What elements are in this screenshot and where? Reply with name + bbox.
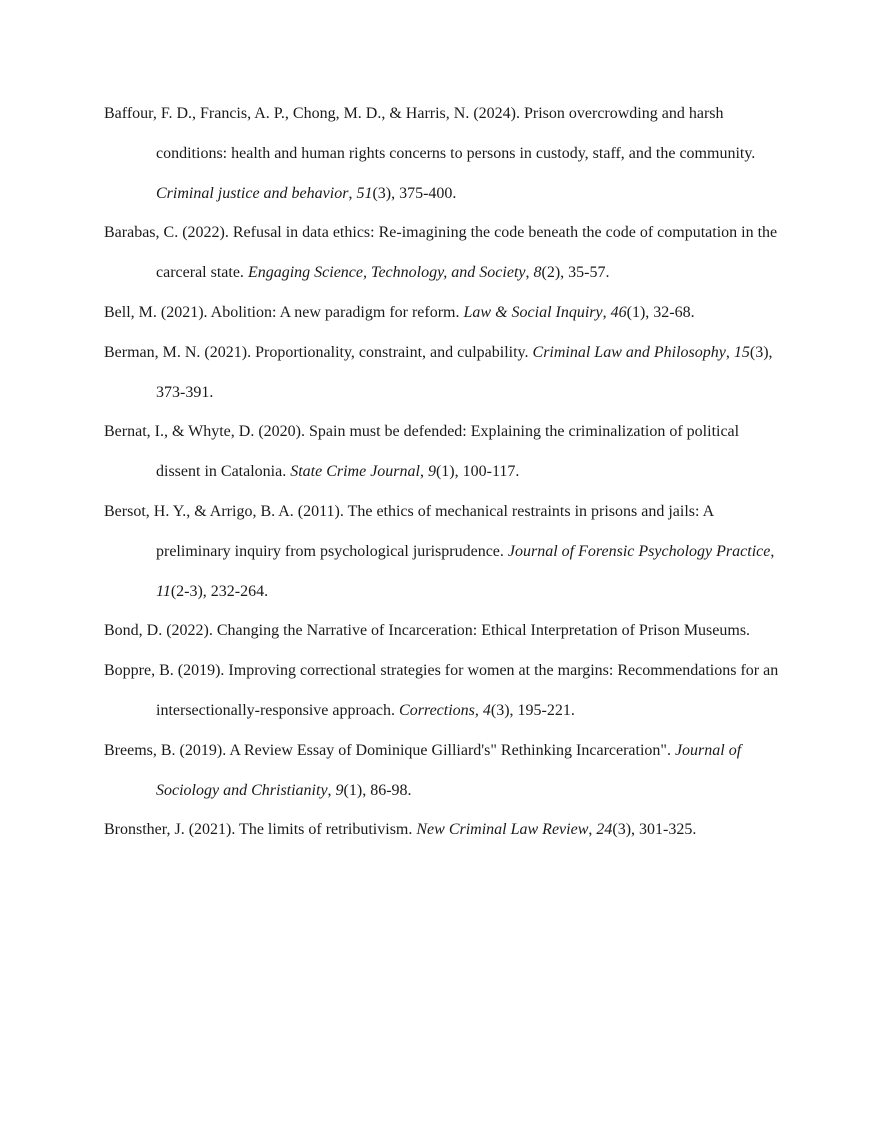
reference-entry <box>104 293 784 333</box>
reference-entry <box>104 810 784 850</box>
reference-separator: , <box>602 303 611 321</box>
issue-pages: (3), 301-325. <box>612 821 697 839</box>
reference-text: Bersot, H. Y., & Arrigo, B. A. (2011). The ethics of mechanical restraints in prisons and jails: A preliminary inquiry from psychological jurisprudence. <box>104 502 714 560</box>
volume-number: 15 <box>733 343 750 361</box>
reference-separator: , <box>725 343 734 361</box>
journal-title: Journal of Sociology and Christianity <box>156 741 742 799</box>
issue-pages: (1), 32-68. <box>626 303 695 321</box>
reference-text: Baffour, F. D., Francis, A. P., Chong, M. D., & Harris, N. (2024). Prison overcrowding and harsh conditions: health and human rights concerns to persons in custody, staff, and the community. <box>104 105 756 162</box>
reference-text: Berman, M. N. (2021). Proportionality, constraint, and culpability. <box>104 343 533 361</box>
reference-entry <box>104 333 784 413</box>
volume-number: 11 <box>156 582 171 600</box>
journal-title: Corrections <box>399 701 475 719</box>
reference-text: Bell, M. (2021). Abolition: A new paradigm for reform. <box>104 303 464 321</box>
reference-entry <box>104 611 784 651</box>
volume-number: 51 <box>356 184 373 202</box>
issue-pages: (3), 195-221. <box>490 701 575 719</box>
reference-text: Bronsther, J. (2021). The limits of retributivism. <box>104 821 417 839</box>
volume-number: 46 <box>610 303 627 321</box>
volume-number: 8 <box>533 264 542 282</box>
volume-number: 9 <box>427 463 436 481</box>
issue-pages: (1), 100-117. <box>435 463 520 481</box>
reference-separator: , <box>474 701 483 719</box>
journal-title: New Criminal Law Review <box>416 821 589 839</box>
reference-separator: , <box>525 264 534 282</box>
reference-text: Boppre, B. (2019). Improving correctional strategies for women at the margins: Recommendations for an intersectionally-responsive approach. <box>104 662 779 719</box>
reference-separator: , <box>419 463 428 481</box>
journal-title: Journal of Forensic Psychology Practice <box>507 542 771 560</box>
reference-entry <box>104 94 784 213</box>
journal-title: Law & Social Inquiry <box>463 303 603 321</box>
reference-separator: , <box>348 184 357 202</box>
journal-title: Criminal Law and Philosophy <box>532 343 726 361</box>
journal-title: Criminal justice and behavior <box>156 184 349 202</box>
issue-pages: (2), 35-57. <box>541 264 610 282</box>
reference-entry <box>104 492 784 611</box>
volume-number: 24 <box>596 821 613 839</box>
reference-text: Bond, D. (2022). Changing the Narrative of Incarceration: Ethical Interpretation of Prison Museums. <box>104 622 751 640</box>
reference-entry <box>104 213 784 293</box>
journal-title: Engaging Science, Technology, and Society <box>247 264 526 282</box>
reference-entry <box>104 651 784 731</box>
issue-pages: (3), 373-391. <box>156 343 773 401</box>
journal-title: State Crime Journal <box>290 463 420 481</box>
issue-pages: (3), 375-400. <box>372 184 457 202</box>
volume-number: 9 <box>335 781 344 799</box>
issue-pages: (1), 86-98. <box>343 781 412 799</box>
reference-text: Bernat, I., & Whyte, D. (2020). Spain must be defended: Explaining the criminalization of political dissent in Catalonia. <box>104 423 740 481</box>
volume-number: 4 <box>482 701 491 719</box>
reference-separator: , <box>327 781 336 799</box>
reference-separator: , <box>770 542 775 560</box>
reference-text: Barabas, C. (2022). Refusal in data ethics: Re-imagining the code beneath the code of computation in the carceral state. <box>104 224 778 282</box>
issue-pages: (2-3), 232-264. <box>170 582 269 600</box>
reference-list <box>104 94 784 850</box>
reference-text: Breems, B. (2019). A Review Essay of Dominique Gilliard's" Rethinking Incarceration". <box>104 741 675 759</box>
reference-separator: , <box>588 821 597 839</box>
reference-entry <box>104 412 784 492</box>
reference-entry <box>104 731 784 811</box>
